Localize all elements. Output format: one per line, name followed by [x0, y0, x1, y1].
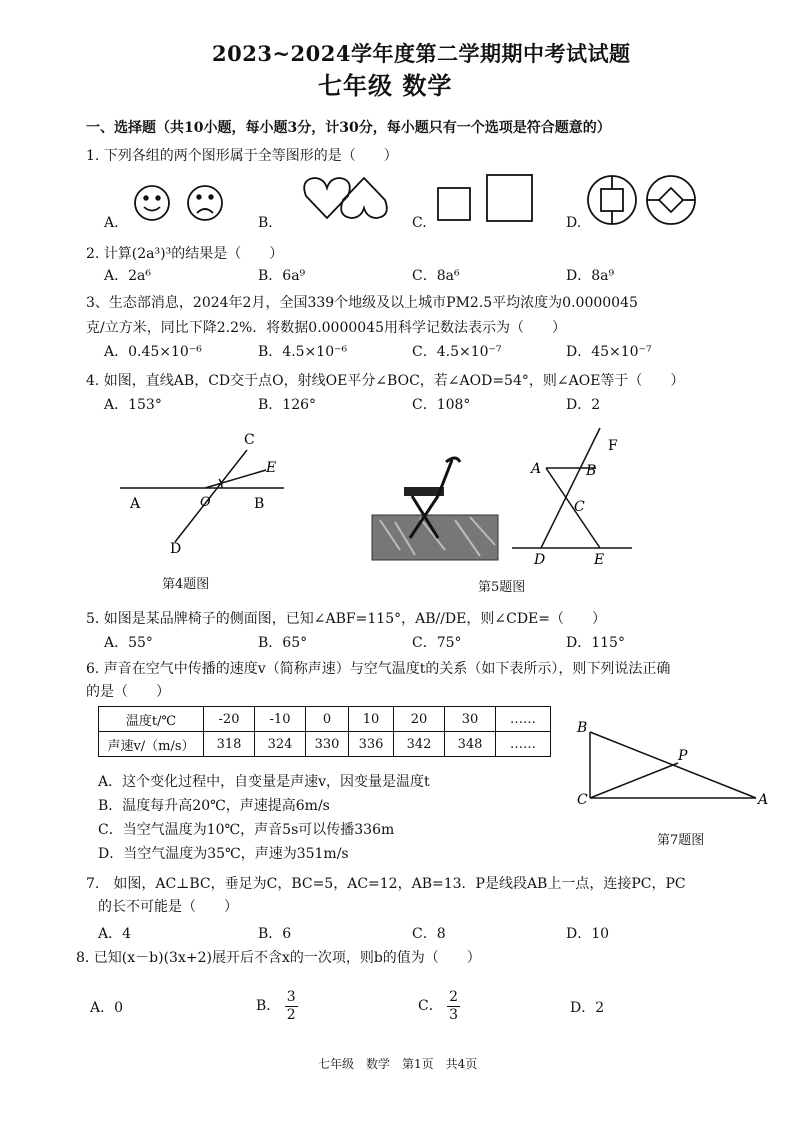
fig7-label-p: P	[678, 748, 688, 764]
q7-option-b: B．6	[258, 926, 292, 942]
figures-4-5	[0, 420, 794, 610]
inverted-heart-shape	[341, 178, 387, 218]
fig4-label-o: O	[200, 495, 211, 510]
q4-option-b: B．126°	[258, 397, 317, 413]
table-cell: 声速v/（m/s）	[99, 732, 204, 757]
table-row-temperature	[99, 707, 551, 732]
q1-option-b: B.	[258, 215, 273, 231]
fig4-label-c: C	[244, 432, 255, 448]
q8-option-b-label: B．	[256, 998, 281, 1014]
q1-option-c: C.	[412, 215, 427, 231]
q3-option-d: D．45×10⁻⁷	[566, 344, 652, 360]
table-cell: 342	[394, 732, 445, 757]
fig7-label-b: B	[577, 720, 588, 736]
circle-with-square-shape	[588, 176, 636, 224]
large-square-shape	[487, 175, 532, 221]
q8-option-d: D．2	[570, 1000, 605, 1016]
table-cell: -20	[204, 707, 255, 732]
fig5-label-e: E	[594, 552, 605, 568]
fig4-label-b: B	[254, 496, 265, 512]
q2-option-b: B．6a⁹	[258, 268, 306, 284]
fig4-label-e: E	[266, 460, 277, 476]
heart-shape	[304, 178, 350, 218]
circle-with-diamond-shape	[647, 176, 695, 224]
q1-figures	[0, 0, 794, 240]
page-footer: 七年级 数学 第1页 共4页	[318, 1057, 478, 1071]
fig5-label-b: B	[586, 463, 597, 479]
figure-7-diagram	[560, 710, 780, 820]
q7-line1: 7. 如图，AC⊥BC，垂足为C，BC=5，AC=12，AB=13．P是线段AB上一点，连接PC，PC	[86, 876, 686, 892]
exam-title: 2023~2024学年度第二学期期中考试试题	[212, 41, 631, 66]
q6-option-b: B．温度每升高20℃，声速提高6m/s	[98, 798, 330, 814]
fraction-two-thirds	[447, 989, 460, 1024]
q5-option-b: B．65°	[258, 635, 308, 651]
table-cell: -10	[255, 707, 306, 732]
q5-stem: 5. 如图是某品牌椅子的侧面图，已知∠ABF=115°，AB//DE，则∠CDE=（ ）	[86, 611, 606, 627]
fraction-numerator: 3	[286, 988, 296, 1005]
q8-option-c	[418, 986, 460, 1026]
q1-option-d: D.	[566, 215, 582, 231]
table-cell: 336	[349, 732, 394, 757]
fig7-caption: 第7题图	[657, 833, 705, 848]
q6-option-c: C．当空气温度为10℃，声音5s可以传播336m	[98, 822, 395, 838]
q5-option-a: A．55°	[104, 635, 153, 651]
q8-stem: 8. 已知(x－b)(3x+2)展开后不含x的一次项，则b的值为（ ）	[76, 950, 481, 966]
fraction-denominator: 2	[286, 1006, 296, 1023]
table-cell: 温度t/℃	[99, 707, 204, 732]
fraction-denominator: 3	[449, 1006, 459, 1023]
fig5-label-c: C	[574, 499, 585, 515]
q2-option-a: A．2a⁶	[104, 268, 151, 284]
q1-stem: 1. 下列各组的两个图形属于全等图形的是（ ）	[86, 148, 398, 164]
q4-option-c: C．108°	[412, 397, 471, 413]
q7-option-c: C．8	[412, 926, 446, 942]
fig7-label-c: C	[577, 792, 588, 808]
table-cell: ……	[496, 732, 551, 757]
frown-face-icon	[188, 186, 222, 220]
q2-option-c: C．8a⁶	[412, 268, 460, 284]
table-cell: 330	[306, 732, 349, 757]
q5-option-c: C．75°	[412, 635, 462, 651]
table-row-speed	[99, 732, 551, 757]
table-cell: 318	[204, 732, 255, 757]
table-cell: 348	[445, 732, 496, 757]
q7-option-a: A．4	[98, 926, 132, 942]
q3-option-c: C．4.5×10⁻⁷	[412, 344, 502, 360]
q6-line1: 6. 声音在空气中传播的速度v（简称声速）与空气温度t的关系（如下表所示），则下列说法正确	[86, 661, 671, 677]
q5-option-d: D．115°	[566, 635, 625, 651]
fig4-label-a: A	[130, 496, 141, 512]
fig4-caption: 第4题图	[162, 577, 210, 592]
table-cell: 10	[349, 707, 394, 732]
q3-option-a: A．0.45×10⁻⁶	[104, 344, 202, 360]
fig5-label-d: D	[534, 552, 546, 568]
q8-option-c-label: C．	[418, 998, 443, 1014]
table-cell: 30	[445, 707, 496, 732]
fig5-label-f: F	[608, 438, 618, 454]
fraction-numerator: 2	[449, 988, 459, 1005]
speed-temperature-table	[98, 706, 551, 757]
fig5-label-a: A	[531, 461, 542, 477]
q4-option-a: A．153°	[104, 397, 162, 413]
fig5-caption: 第5题图	[478, 580, 526, 595]
q6-option-a: A．这个变化过程中，自变量是声速v，因变量是温度t	[98, 774, 430, 790]
fig7-label-a: A	[758, 792, 769, 808]
q3-option-b: B．4.5×10⁻⁶	[258, 344, 348, 360]
q6-option-d: D．当空气温度为35℃，声速为351m/s	[98, 846, 349, 862]
q3-line2: 克/立方米，同比下降2.2%．将数据0.0000045用科学记数法表示为（ ）	[86, 320, 566, 336]
fraction-three-halves	[285, 989, 298, 1024]
q7-option-d: D．10	[566, 926, 610, 942]
q3-line1: 3、生态部消息，2024年2月，全国339个地级及以上城市PM2.5平均浓度为0.0000045	[86, 295, 638, 311]
table-cell: 0	[306, 707, 349, 732]
chair-photo	[372, 458, 498, 560]
fig4-label-d: D	[170, 541, 182, 557]
smiley-face-icon	[135, 186, 169, 220]
q4-stem: 4. 如图，直线AB，CD交于点O，射线OE平分∠BOC，若∠AOD=54°，则∠AOE等于（ ）	[86, 373, 685, 389]
exam-subtitle: 七年级 数学	[318, 71, 453, 100]
small-square-shape	[438, 188, 470, 220]
q1-option-a: A.	[104, 215, 119, 231]
table-cell: 20	[394, 707, 445, 732]
section-heading: 一、选择题（共10小题，每小题3分，计30分，每小题只有一个选项是符合题意的）	[86, 120, 611, 136]
q6-line2: 的是（ ）	[86, 684, 170, 700]
table-cell: ……	[496, 707, 551, 732]
q7-line2: 的长不可能是（ ）	[98, 899, 238, 915]
q4-option-d: D．2	[566, 397, 601, 413]
q2-option-d: D．8a⁹	[566, 268, 615, 284]
q2-stem: 2. 计算(2a³)³的结果是（ ）	[86, 246, 284, 262]
q8-option-a: A．0	[90, 1000, 124, 1016]
table-cell: 324	[255, 732, 306, 757]
q8-option-b	[256, 986, 298, 1026]
